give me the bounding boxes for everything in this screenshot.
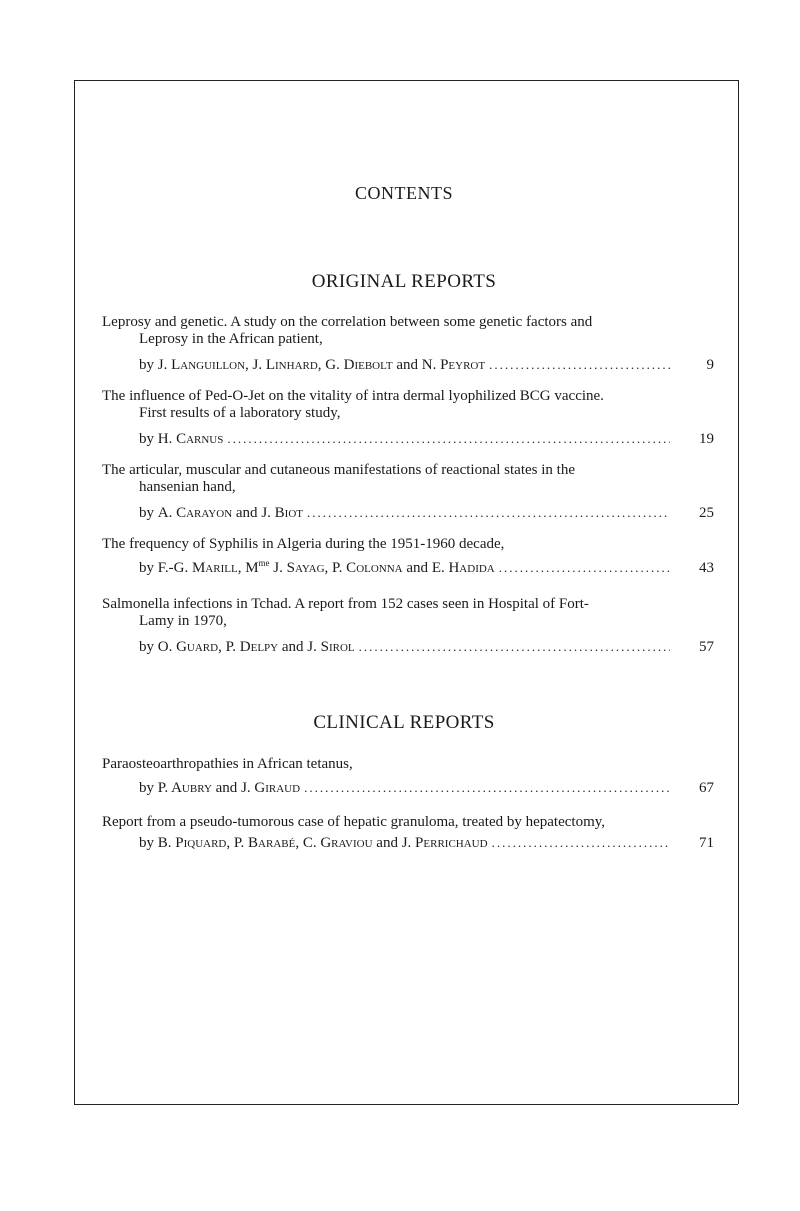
- entry-byline: [102, 779, 712, 797]
- entry-page-number: 57: [699, 639, 714, 655]
- entry-title-continued: Lamy in 1970,: [139, 613, 227, 629]
- entry-title: The articular, muscular and cutaneous manifestations of reactional states in the: [102, 462, 575, 478]
- entry-authors: by P. Aubry and J. Giraud: [139, 780, 301, 796]
- entry-title: The frequency of Syphilis in Algeria during the 1951-1960 decade,: [102, 536, 505, 552]
- entry-title: Report from a pseudo-tumorous case of hepatic granuloma, treated by hepatectomy,: [102, 814, 606, 830]
- toc-entry[interactable]: [102, 314, 712, 374]
- page-title: CONTENTS: [355, 183, 453, 203]
- toc-entry[interactable]: [102, 536, 712, 577]
- entry-page-number: 19: [699, 431, 714, 447]
- frame-left-rule: [74, 80, 75, 1104]
- entry-authors: by J. Languillon, J. Linhard, G. Diebolt and N. Peyrot: [139, 357, 486, 373]
- frame-top-rule: [74, 80, 738, 81]
- entry-page-number: 9: [706, 357, 714, 373]
- dot-leader: [492, 834, 670, 851]
- entry-authors: by O. Guard, P. Delpy and J. Sirol: [139, 639, 355, 655]
- toc-entry[interactable]: [102, 388, 712, 448]
- entry-byline: [102, 430, 712, 448]
- entry-byline: [102, 559, 712, 577]
- entry-byline: [102, 834, 712, 852]
- dot-leader: [499, 559, 670, 576]
- entry-page-number: 71: [699, 835, 714, 851]
- entry-title: Leprosy and genetic. A study on the correlation between some genetic factors and: [102, 314, 593, 330]
- entry-authors: by A. Carayon and J. Biot: [139, 505, 303, 521]
- entry-title-continued: Leprosy in the African patient,: [139, 331, 323, 347]
- entry-title-continued: hansenian hand,: [139, 479, 236, 495]
- entry-title: Paraosteoarthropathies in African tetanus,: [102, 756, 353, 772]
- entry-authors: by F.-G. Marill, $M^{me}$ J. Sayag, P. Colonna and E. Hadida: [139, 558, 495, 576]
- section-heading-original: ORIGINAL REPORTS: [311, 271, 497, 292]
- dot-leader: [307, 504, 670, 521]
- dot-leader: [359, 638, 670, 655]
- entry-authors: by H. Carnus: [139, 431, 224, 447]
- section-heading-clinical: CLINICAL REPORTS: [313, 712, 495, 733]
- entry-page-number: 67: [699, 780, 714, 796]
- entry-byline: [102, 356, 712, 374]
- entry-title-continued: First results of a laboratory study,: [139, 405, 341, 421]
- frame-right-rule: [738, 80, 739, 1104]
- dot-leader: [489, 356, 670, 373]
- entry-title: Salmonella infections in Tchad. A report from 152 cases seen in Hospital of Fort-: [102, 596, 589, 612]
- entry-byline: [102, 638, 712, 656]
- entry-page-number: 25: [699, 505, 714, 521]
- toc-entry[interactable]: [102, 814, 712, 852]
- dot-leader: [304, 779, 670, 796]
- entry-title: The influence of Ped-O-Jet on the vitality of intra dermal lyophilized BCG vaccine.: [102, 388, 604, 404]
- toc-entry[interactable]: [102, 596, 712, 656]
- dot-leader: [227, 430, 670, 447]
- frame-bottom-rule: [74, 1104, 738, 1105]
- entry-authors: by B. Piquard, P. Barabé, C. Graviou and J. Perrichaud: [139, 835, 488, 851]
- toc-entry[interactable]: [102, 756, 712, 797]
- entry-page-number: 43: [699, 560, 714, 576]
- entry-byline: [102, 504, 712, 522]
- toc-entry[interactable]: [102, 462, 712, 522]
